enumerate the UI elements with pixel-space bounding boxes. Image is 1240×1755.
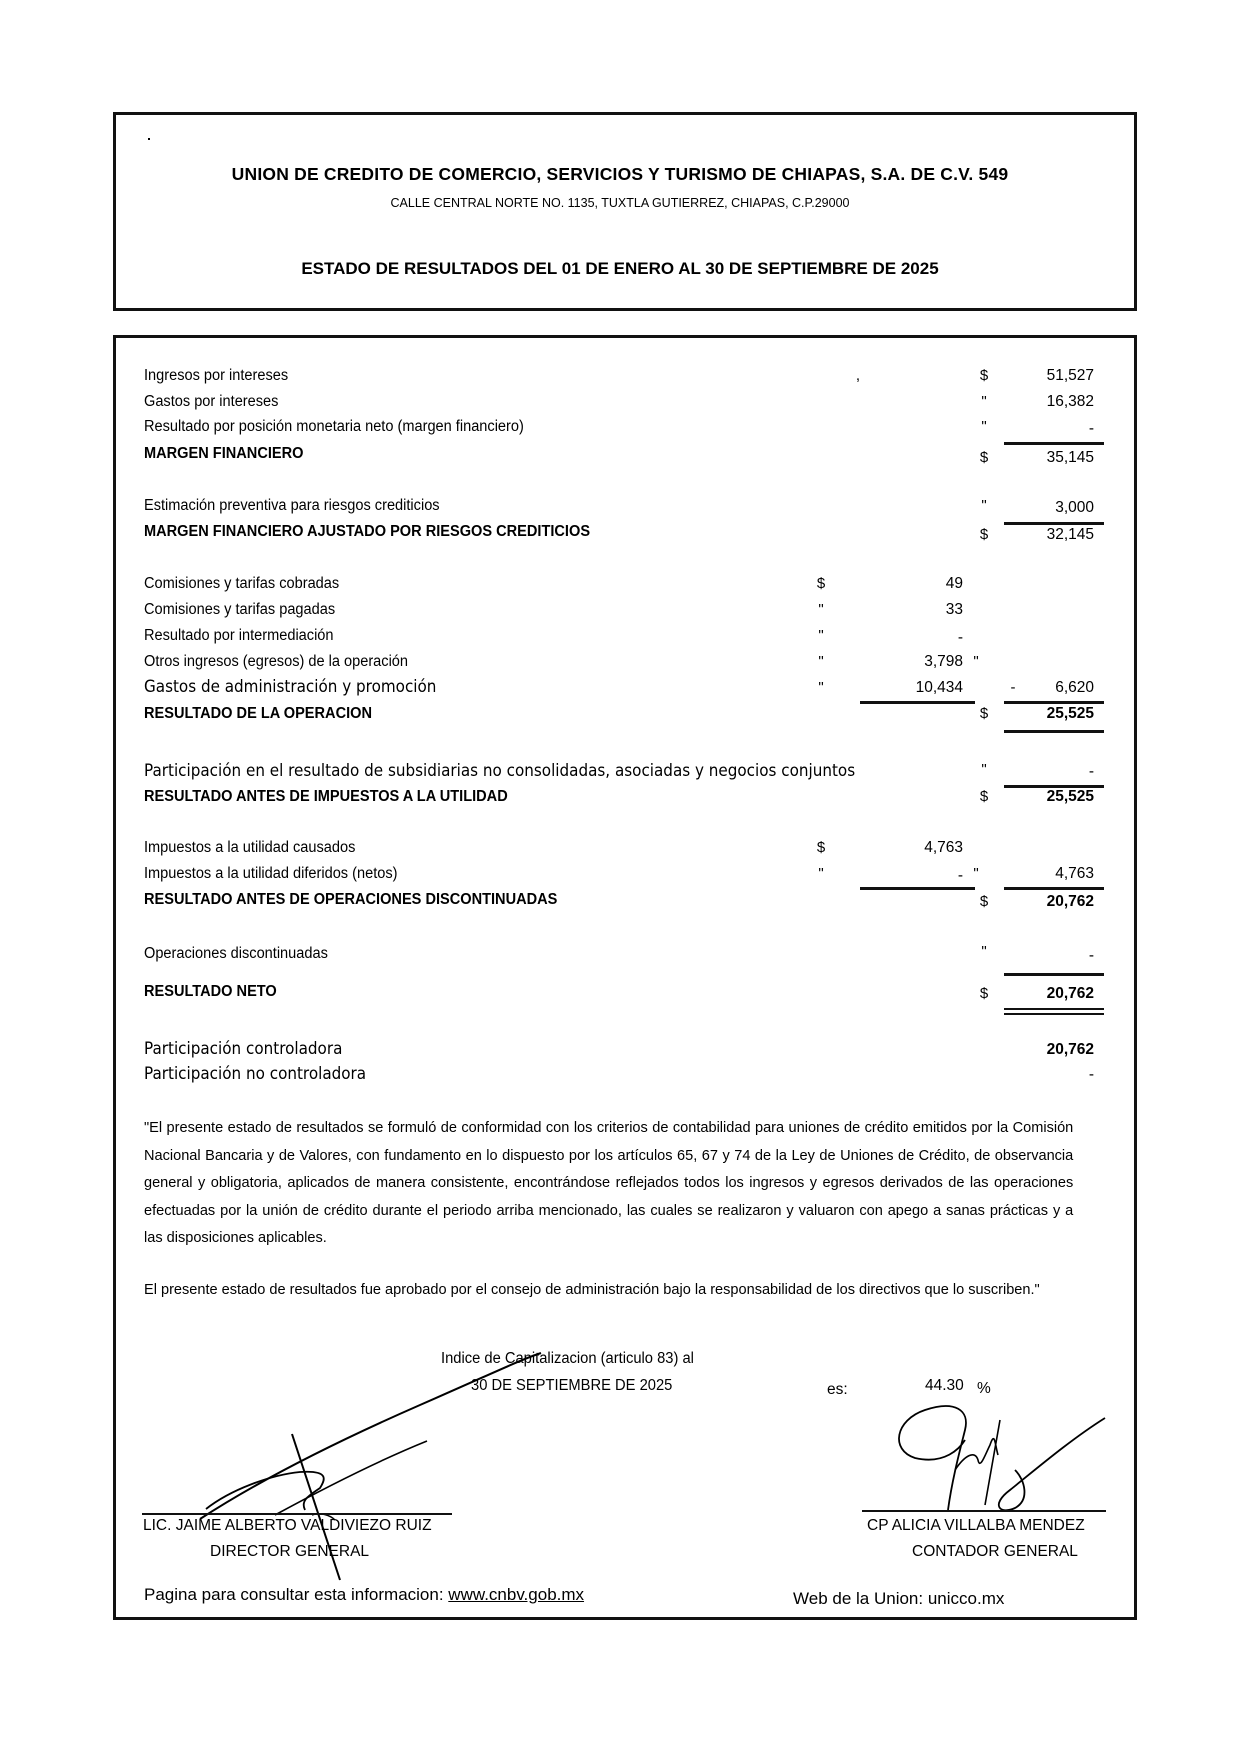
row-label: Estimación preventiva para riesgos crediticios <box>144 497 440 514</box>
row-value: 25,525 <box>1046 788 1094 805</box>
row-label: Participación en el resultado de subsidiarias no consolidadas, asociadas y negocios conjuntos <box>144 761 856 780</box>
row-value: - <box>1088 420 1094 437</box>
row-label: MARGEN FINANCIERO AJUSTADO POR RIESGOS CREDITICIOS <box>144 523 591 540</box>
row-value: 49 <box>945 575 963 592</box>
currency-symbol: $ <box>979 788 989 805</box>
row-label: Impuestos a la utilidad causados <box>144 839 356 856</box>
approval-note-paragraph: El presente estado de resultados fue aprobado por el consejo de administración bajo la responsabilidad de los directivos que lo suscriben." <box>144 1281 1040 1298</box>
signature-line-right <box>862 1510 1106 1512</box>
row-total: 4,763 <box>1055 865 1094 882</box>
row-value: 20,762 <box>1046 893 1094 910</box>
capitalization-date: 30 DE SEPTIEMBRE DE 2025 <box>471 1377 673 1394</box>
signer-left-title: DIRECTOR GENERAL <box>210 1543 370 1560</box>
row-value: 16,382 <box>1046 393 1094 410</box>
row-label: Resultado por intermediación <box>144 627 334 644</box>
row-value: 4,763 <box>924 839 963 856</box>
company-name: UNION DE CREDITO DE COMERCIO, SERVICIOS Y TURISMO DE CHIAPAS, S.A. DE C.V. 549 <box>231 164 1009 184</box>
signer-left-name: LIC. JAIME ALBERTO VALDIVIEZO RUIZ <box>143 1517 432 1534</box>
capitalization-value: 44.30 <box>925 1377 964 1394</box>
row-total: 6,620 <box>1055 679 1094 696</box>
currency-symbol: $ <box>979 705 989 722</box>
currency-symbol: $ <box>816 839 826 856</box>
currency-symbol: $ <box>979 893 989 910</box>
cnbv-link[interactable]: www.cnbv.gob.mx <box>448 1585 585 1604</box>
capitalization-label: Indice de Capitalizacion (articulo 83) al <box>441 1350 694 1367</box>
row-value: 10,434 <box>915 679 963 696</box>
row-value: 20,762 <box>1046 1041 1094 1058</box>
ditto-symbol: " <box>981 943 987 960</box>
row-label: RESULTADO ANTES DE IMPUESTOS A LA UTILIDAD <box>144 788 508 805</box>
consult-label: Pagina para consultar esta informacion: <box>144 1585 444 1604</box>
ditto-symbol: " <box>818 865 824 882</box>
row-label: Otros ingresos (egresos) de la operación <box>144 653 409 670</box>
row-value: - <box>1088 1066 1094 1083</box>
row-value: 51,527 <box>1046 367 1094 384</box>
ditto-symbol: " <box>981 761 987 778</box>
minus-sign: - <box>1010 679 1016 696</box>
row-label: Operaciones discontinuadas <box>144 945 328 962</box>
row-label: Gastos por intereses <box>144 393 279 410</box>
ditto-symbol: " <box>818 601 824 618</box>
ditto-symbol: " <box>818 653 824 670</box>
currency-symbol: $ <box>979 449 989 466</box>
row-value: 3,000 <box>1055 499 1094 516</box>
consult-info <box>144 1585 584 1605</box>
row-value: - <box>957 629 963 646</box>
ditto-symbol: " <box>818 627 824 644</box>
row-label: MARGEN FINANCIERO <box>144 445 304 462</box>
row-label: RESULTADO DE LA OPERACION <box>144 705 373 722</box>
row-value: - <box>1088 947 1094 964</box>
row-value: 25,525 <box>1046 705 1094 722</box>
signer-right-name: CP ALICIA VILLALBA MENDEZ <box>867 1517 1085 1534</box>
ditto-symbol: " <box>981 418 987 435</box>
currency-symbol: $ <box>979 367 989 384</box>
row-value: - <box>957 867 963 884</box>
statement-title: ESTADO DE RESULTADOS DEL 01 DE ENERO AL 30 DE SEPTIEMBRE DE 2025 <box>301 259 939 278</box>
row-label: Comisiones y tarifas cobradas <box>144 575 340 592</box>
capitalization-unit: % <box>977 1380 991 1397</box>
row-label: Ingresos por intereses <box>144 367 289 384</box>
company-address: CALLE CENTRAL NORTE NO. 1135, TUXTLA GUTIERREZ, CHIAPAS, C.P.29000 <box>390 196 850 210</box>
ditto-symbol: " <box>818 679 824 696</box>
row-label: Impuestos a la utilidad diferidos (netos) <box>144 865 398 882</box>
row-label: Comisiones y tarifas pagadas <box>144 601 336 618</box>
ditto-symbol: " <box>973 653 979 670</box>
row-value: - <box>1088 763 1094 780</box>
ditto-symbol: " <box>981 497 987 514</box>
row-label: RESULTADO ANTES DE OPERACIONES DISCONTINUADAS <box>144 891 558 908</box>
union-web-info <box>793 1589 1004 1609</box>
row-value: 35,145 <box>1046 449 1094 466</box>
web-label: Web de la Union: <box>793 1589 924 1608</box>
legal-note-paragraph: "El presente estado de resultados se formuló de conformidad con los criterios de contabilidad para uniones de crédito emitidos por la Comisión Nacional Bancaria y de Valores, con fundamento en lo dispuesto por los artículos 65, 67 y 74 de la Ley de Uniones de Crédito, de observancia general y obligatoria, aplicados de manera consistente, encontrándose reflejados todos los ingresos y egresos derivados de las operaciones efectuadas por la unión de crédito durante el periodo arriba mencionado, las cuales se realizaron y valuaron con apego a sanas prácticas y a las disposiciones aplicables. <box>144 1119 1074 1246</box>
union-web-link[interactable]: unicco.mx <box>927 1589 1005 1608</box>
row-label: Participación controladora <box>144 1039 343 1058</box>
currency-symbol: $ <box>979 985 989 1002</box>
ditto-symbol: " <box>973 865 979 882</box>
row-value: 32,145 <box>1046 526 1094 543</box>
row-value: 20,762 <box>1046 985 1094 1002</box>
currency-symbol: $ <box>979 526 989 543</box>
row-label: RESULTADO NETO <box>144 983 277 1000</box>
currency-symbol: $ <box>816 575 826 592</box>
row-value: 33 <box>945 601 963 618</box>
row-label: Resultado por posición monetaria neto (margen financiero) <box>144 418 524 435</box>
stray-mark: , <box>855 367 861 384</box>
signer-right-title: CONTADOR GENERAL <box>912 1543 1078 1560</box>
ditto-symbol: " <box>981 393 987 410</box>
row-label: Gastos de administración y promoción <box>144 677 437 696</box>
row-label: Participación no controladora <box>144 1064 367 1083</box>
capitalization-es-label: es: <box>827 1381 848 1398</box>
row-value: 3,798 <box>924 653 963 670</box>
